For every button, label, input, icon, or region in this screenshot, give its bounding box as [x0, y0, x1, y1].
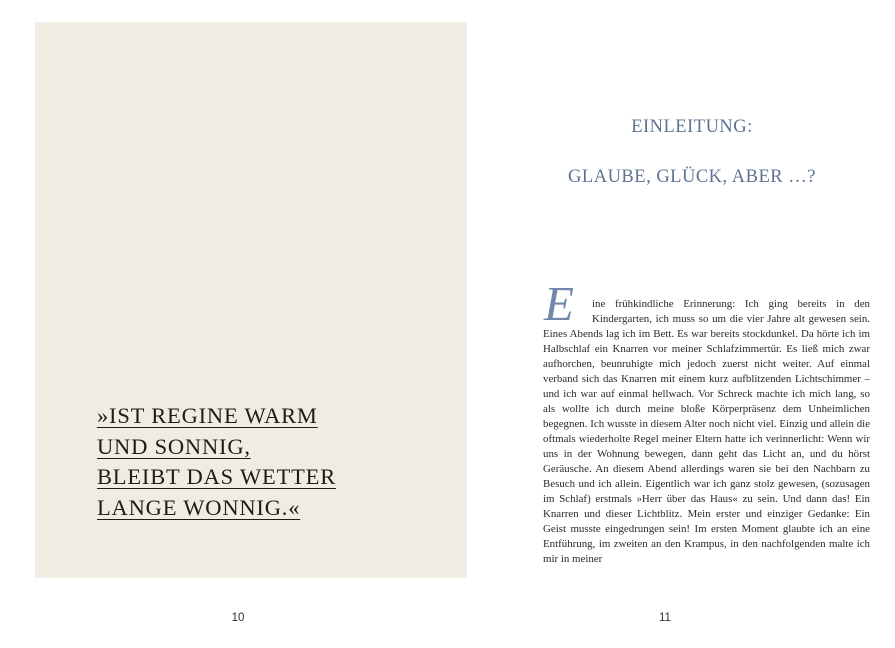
quote-line-1: »IST REGINE WARM [97, 403, 318, 428]
chapter-subtitle: GLAUBE, GLÜCK, ABER …? [568, 167, 816, 187]
quote-line-2: UND SONNIG, [97, 433, 251, 459]
weather-proverb-quote [97, 401, 336, 523]
chapter-title: EINLEITUNG: [631, 117, 753, 137]
quote-line-4: LANGE WONNIG.« [97, 494, 301, 520]
body-text-content: ine frühkindliche Erinnerung: Ich ging bereits in den Kindergarten, ich muss so um die vier Jahre alt gewesen sein. Eines Abends lag ich im Bett. Es war bereits stockdunkel. Da hörte ich im Halbschlaf ein Knarren vor meiner Schlafzimmertür. Es ließ mich zwar aufhorchen, beunruhigte mich jedoch zuerst nicht weiter. Auf einmal verband sich das Knarren mit einem kurz aufblitzenden Lichtschimmer – und ich war auf einmal hellwach. Vor Schreck machte ich mich lang, so als wollte ich durch meine bloße Körperpräsenz dem Unheimlichen begegnen. Ich wusste in diesem Alter noch nicht viel. Einzig und allein die oftmals wiederholte Regel meiner Eltern hatte ich verinnerlicht: Wenn wir uns in der Wohnung bewegen, dann geht das Licht an, und du hörst Geräusche. An diesem Abend allerdings waren sie bei den Nachbarn zu Besuch und ich allein. Eigentlich war ich ganz stolz gewesen, (sozusagen im Schlaf) erstmals »Herr über das Haus« zu sein. Und dann das! Ein Knarren und dieser Lichtblitz. Mein erster und einziger Gedanke: Ein Geist musste eingedrungen sein! Im ersten Moment glaubte ich an eine Entführung, im zweiten an den Krampus, in den nachfolgenden malte ich mir in meiner [543, 298, 870, 565]
body-paragraph [543, 276, 870, 567]
page-number-left: 10 [231, 612, 245, 624]
page-number-right: 11 [659, 612, 671, 624]
quote-line-3: BLEIBT DAS WETTER [97, 464, 337, 490]
left-page [35, 22, 467, 578]
drop-cap-letter: E [544, 276, 574, 331]
right-page [543, 0, 870, 648]
